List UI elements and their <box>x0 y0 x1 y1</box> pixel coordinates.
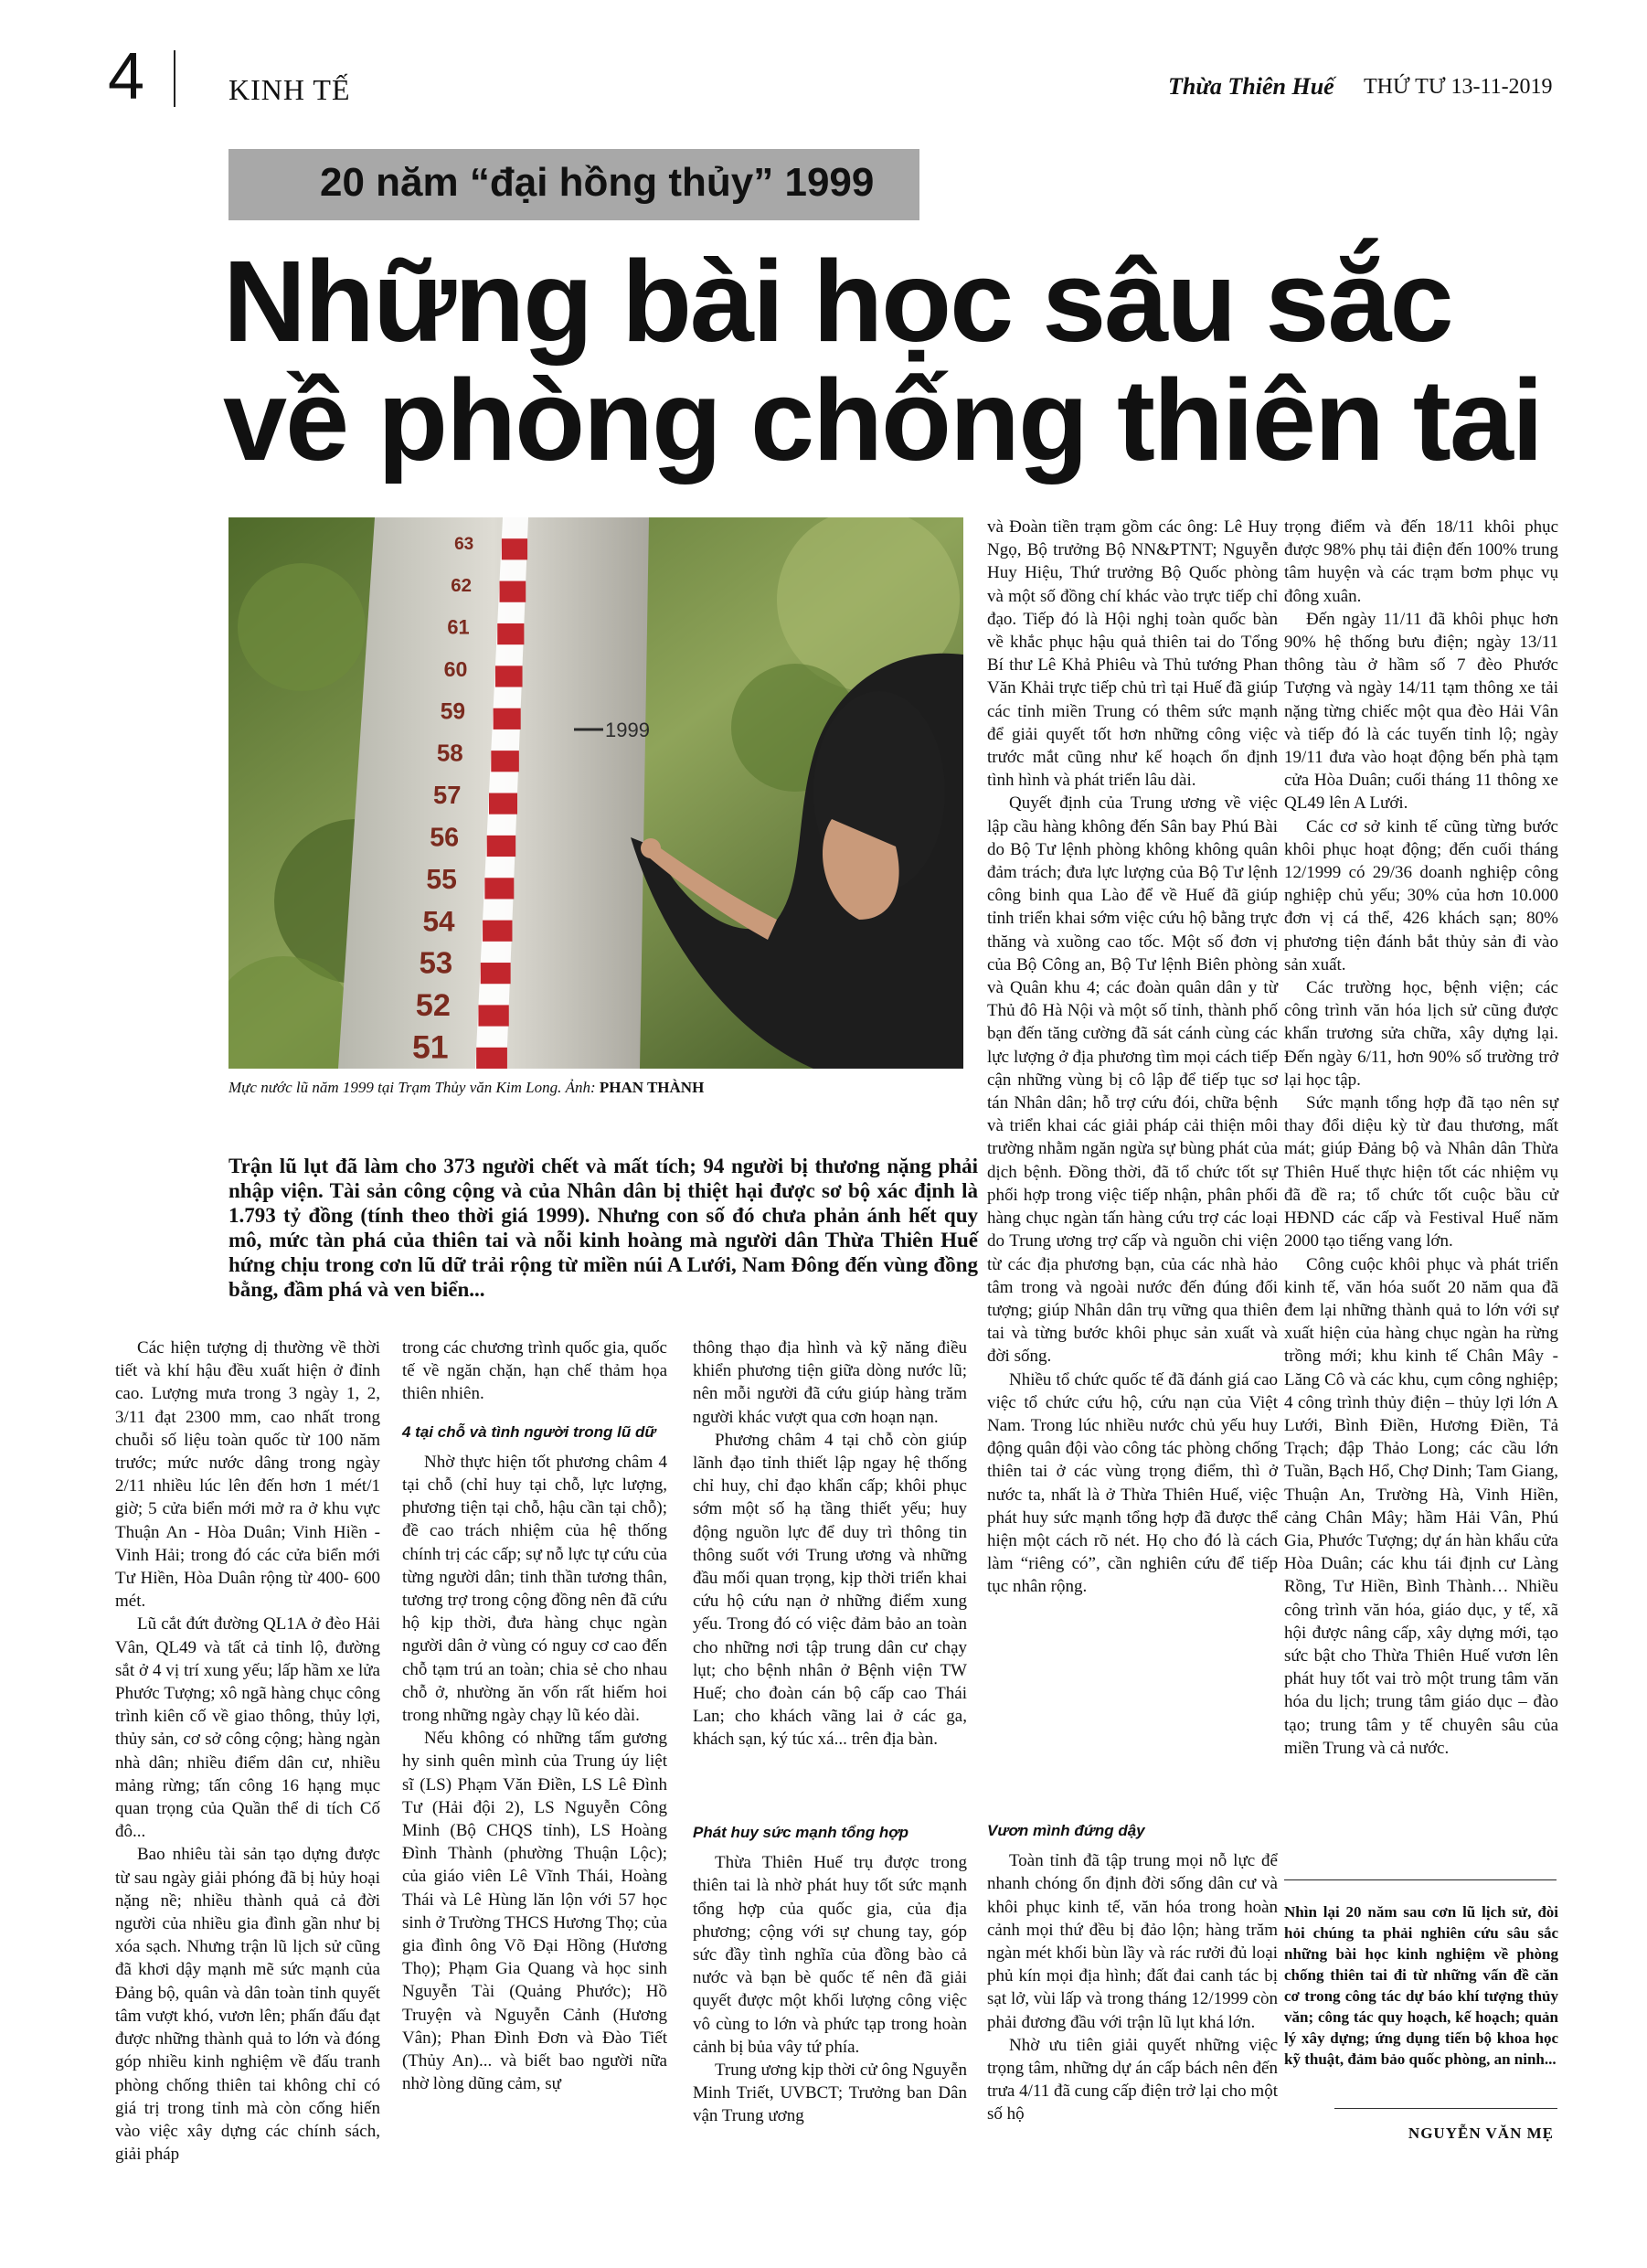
headline <box>223 237 1612 484</box>
column-3 <box>693 1336 967 1752</box>
gauge-red-block <box>495 665 523 687</box>
gauge-red-block <box>481 963 511 984</box>
gauge-red-block <box>502 538 527 559</box>
column-5 <box>1284 516 1558 1760</box>
gauge-number: 61 <box>447 615 470 639</box>
flood-mark-text: 1999 <box>605 719 650 741</box>
gauge-red-block <box>497 623 524 644</box>
headline-line-1: Những bài học sâu sắc <box>223 237 1452 366</box>
paragraph: Nhiều tổ chức quốc tế đã đánh giá cao việc tổ chức cứu hộ, cứu nạn của Việt Nam. Trong lúc nhiều nước chủ yếu huy động quân đội vào công tác phòng chống thiên tai ở các vùng trọng điểm, thì ở nước ta, nhất là ở Thừa Thiên Huế, việc phát huy sức mạnh tổng hợp đã được thể hiện một cách rõ nét. Họ cho đó là cách làm “riêng có”, cần nghiên cứu để tiếp tục nhân rộng. <box>987 1369 1278 1597</box>
column-4 <box>987 516 1278 1599</box>
paragraph: Toàn tỉnh đã tập trung mọi nỗ lực để nhanh chóng ổn định đời sống dân cư và khôi phục kinh tế, văn hóa trong hoàn cảnh mọi thứ đều bị đảo lộn; hàng trăm ngàn mét khối bùn lầy và rác rưởi đủ loại phủ kín mọi địa hình; đất đai canh tác bị sạt lở, vùi lấp và trong tháng 12/1999 còn phải đương đầu với trận lũ lụt khá lớn. <box>987 1851 1278 2032</box>
gauge-number: 54 <box>422 904 455 938</box>
page-number: 4 <box>108 40 145 113</box>
paragraph: Bao nhiêu tài sản tạo dựng được từ sau ngày giải phóng đã bị hủy hoại nặng nề; nhiều thành quả cả đời người của nhiều gia đình gần như bị xóa sạch. Nhưng trận lũ lịch sử cũng đã khơi dậy mạnh mẽ sức mạnh của Đảng bộ, quân và dân toàn tỉnh quyết tâm vượt khó, vươn lên; phấn đấu đạt được những thành quả to lớn và đóng góp nhiều kinh nghiệm về đấu tranh phòng chống thiên tai không chỉ có giá trị trong tỉnh mà còn cống hiến vào việc xây dựng các chính sách, giải pháp <box>115 1845 380 2165</box>
paragraph: Các trường học, bệnh viện; các công trình văn hóa lịch sử cũng được khẩn trương sửa chữa, xây dựng lại. Đến ngày 6/11, hơn 90% số trường trở lại học tập. <box>1284 978 1558 1090</box>
gauge-number: 59 <box>440 699 466 725</box>
column-4-lower <box>987 1819 1278 2126</box>
subheading-1: 4 tại chỗ và tình người trong lũ dữ <box>402 1422 656 1441</box>
photo-credit: PHAN THÀNH <box>599 1079 705 1096</box>
gauge-red-block <box>484 878 514 899</box>
subheading-3: Vươn mình đứng dậy <box>987 1822 1145 1839</box>
paragraph-continued: và Đoàn tiền trạm gồm các ông: Lê Huy Ngọ, Bộ trưởng Bộ NN&PTNT; Nguyễn Huy Hiệu, Thứ trưởng Bộ Quốc phòng và một số đồng chí khác vào trực tiếp chỉ đạo. Tiếp đó là Hội nghị toàn quốc bàn về khắc phục hậu quả thiên tai do Tổng Bí thư Lê Khả Phiêu và Thủ tướng Phan Văn Khải trực tiếp chủ trì tại Huế đã giúp các tỉnh miền Trung có thêm sức mạnh để giải quyết tốt hơn những công việc trước mắt cũng như kế hoạch ổn định tình hình và phát triển lâu dài. <box>987 517 1278 791</box>
paragraph: Đến ngày 11/11 đã khôi phục hơn 90% hệ thống bưu điện; ngày 13/11 thông tàu ở hầm số 7 đèo Phước Tượng và ngày 14/11 tạm thông xe tải nặng từng chiếc một qua đèo Hải Vân và tiếp đó là các tuyến tỉnh lộ; ngày 19/11 đưa vào hoạt động bến phà tạm cửa Hòa Duân; cuối tháng 11 thông xe QL49 lên A Lưới. <box>1284 609 1558 814</box>
subheading-2: Phát huy sức mạnh tổng hợp <box>693 1824 909 1841</box>
paragraph: Phương châm 4 tại chỗ còn giúp lãnh đạo tỉnh thiết lập ngay hệ thống chỉ huy, chỉ đạo khẩn cấp; khôi phục sớm một số hạ tầng thiết yếu; huy động nguồn lực để duy trì thông tin thông suốt với Trung ương và những đầu mối quan trọng, kịp thời triển khai cứu hộ cứu nạn ở những điểm xung yếu. Trong đó có việc đảm bảo an toàn cho những nơi tập trung dân cư chạy lụt; cho bệnh nhân ở Bệnh viện TW Huế; cho đoàn cán bộ cấp cao Thái Lan; cho khách vãng lai ở các ga, khách sạn, ký túc xá... trên địa bàn. <box>693 1430 967 1750</box>
lead-paragraph: Trận lũ lụt đã làm cho 373 người chết và mất tích; 94 người bị thương nặng phải nhập viện. Tài sản công cộng và của Nhân dân bị thiệt hại được sơ bộ xác định là 1.793 tỷ đồng (tính theo thời giá 1999). Nhưng con số đó chưa phản ánh hết quy mô, mức tàn phá của thiên tai và nỗi kinh hoàng mà người dân Thừa Thiên Huế hứng chịu trong cơn lũ dữ trải rộng từ miền núi A Lưới, Nam Đông đến vùng đồng bằng, đầm phá và ven biển... <box>228 1155 978 1301</box>
gauge-red-block <box>478 1005 508 1026</box>
publication-name: Thừa Thiên Huế <box>1168 73 1334 100</box>
gauge-number: 57 <box>433 781 462 810</box>
gauge-red-block <box>476 1048 507 1069</box>
paragraph: Các hiện tượng dị thường về thời tiết và khí hậu đều xuất hiện ở đỉnh cao. Lượng mưa trong 3 ngày 1, 2, 3/11 đạt 2300 mm, cao nhất trong chuỗi số liệu toàn quốc từ 100 năm trước; mức nước dâng trong ngày 2/11 nhiều lúc lên đến hơn 1 mét/1 giờ; 5 cửa biển mới mở ra ở khu vực Thuận An - Hòa Duân; Vinh Hiền - Vinh Hải; trong đó các cửa biển mới Tư Hiền, Hòa Duân rộng từ 400- 600 mét. <box>115 1338 380 1612</box>
gauge-red-block <box>491 751 519 772</box>
gauge-number: 62 <box>451 576 472 597</box>
gauge-number: 53 <box>419 945 453 980</box>
column-3-lower <box>693 1821 967 2128</box>
paragraph: Thừa Thiên Huế trụ được trong thiên tai là nhờ phát huy tốt sức mạnh tổng hợp của quốc gia, của địa phương; cộng với sự chung tay, góp sức đầy tình nghĩa của đồng bào cả nước và bạn bè quốc tế nên đã giải quyết được một khối lượng công việc vô cùng to lớn và phức tạp trong hoàn cảnh bị bủa vây tứ phía. <box>693 1853 967 2057</box>
gauge-number: 58 <box>436 739 463 767</box>
gauge-number: 63 <box>454 534 474 554</box>
paragraph: Nếu không có những tấm gương hy sinh quên mình của Trung úy liệt sĩ (LS) Phạm Văn Điền, LS Lê Đình Tư (Hải đội 2), LS Nguyễn Công Minh (Bộ CHQS tỉnh), LS Hoàng Đình Thành (phường Thuận Lộc); của giáo viên Lê Vĩnh Thái, Hoàng Thái và Lê Hùng lăn lộn với 57 học sinh ở Trường THCS Hương Thọ; của gia đình ông Võ Đại Hồng (Hương Thọ); Phạm Gia Quang và học sinh Nguyễn Tài (Quảng Phước); Hồ Truyện và Nguyễn Cảnh (Hương Vân); Phan Đình Đơn và Đào Tiết (Thủy An)... và biết bao người nữa nhờ lòng dũng cảm, sự <box>402 1729 667 2094</box>
paragraph-continued: trong các chương trình quốc gia, quốc tế về ngăn chặn, hạn chế thảm họa thiên nhiên. <box>402 1338 667 1404</box>
flood-gauge-illustration <box>228 517 963 1069</box>
paragraph: Lũ cắt đứt đường QL1A ở đèo Hải Vân, QL49 và tất cả tỉnh lộ, đường sắt ở 4 vị trí xung yếu; lấp hầm xe lửa Phước Tượng; xô ngã hàng chục công trình kiên cố về giao thông, thủy lợi, thủy sản, cơ sở công cộng; hàng ngàn nhà dân; nhiều điểm dân cư, nhiều mảng rừng; tấn công 16 hạng mục quan trọng của Quần thể di tích Cố đô... <box>115 1614 380 1842</box>
gauge-red-block <box>500 581 526 602</box>
issue-date: THỨ TƯ 13-11-2019 <box>1364 75 1553 99</box>
paragraph-continued: thông thạo địa hình và kỹ năng điều khiển phương tiện giữa dòng nước lũ; nên mỗi người đã cứu giúp hàng trăm người khác vượt qua cơn hoạn nạn. <box>693 1338 967 1427</box>
gauge-number: 60 <box>443 656 468 681</box>
gauge-number: 56 <box>430 823 460 853</box>
author-divider <box>1334 2108 1557 2109</box>
gauge-red-block <box>489 793 517 815</box>
header-divider <box>174 50 175 107</box>
gauge-red-block <box>483 921 512 942</box>
gauge-number: 52 <box>415 988 451 1024</box>
paragraph: Công cuộc khôi phục và phát triển kinh tế, văn hóa suốt 20 năm qua đã đem lại những thành quả to lớn với sự xuất hiện của hàng chục ngàn ha rừng trồng mới; khu kinh tế Chân Mây - Lăng Cô và các khu, cụm công nghiệp; 4 công trình thủy điện – thủy lợi lớn A Lưới, Bình Điền, Hương Điền, Tả Trạch; đập Thảo Long; các cầu lớn Tuần, Bạch Hổ, Chợ Dinh; Tam Giang, Thuận An, Trường Hà, Vinh Hiền, cảng Chân Mây; hầm Hải Vân, Phú Gia, Phước Tượng; dự án hàn khẩu cửa Hòa Duân; các khu tái định cư Làng Rồng, Tư Hiền, Bình Thành… Nhiều công trình văn hóa, giáo dục, y tế, xã hội được nâng cấp, xây dựng mới, tạo sức bật cho Thừa Thiên Huế vươn lên phát huy tốt vai trò một trung tâm văn hóa du lịch; trung tâm giáo dục – đào tạo; trung tâm y tế chuyên sâu của miền Trung và cả nước. <box>1284 1254 1558 1758</box>
gauge-red-block <box>494 708 521 729</box>
photo-caption <box>228 1079 978 1097</box>
conclusion-box: Nhìn lại 20 năm sau cơn lũ lịch sử, đòi hỏi chúng ta phải nghiên cứu sâu sắc những bài học kinh nghiệm về phòng chống thiên tai đi từ những vấn đề căn cơ trong công tác dự báo khí tượng thủy văn; công tác quy hoạch, kế hoạch; quản lý xây dựng; ứng dụng tiến bộ khoa học kỹ thuật, đảm bảo quốc phòng, an ninh... <box>1284 1903 1558 2068</box>
article-photo <box>228 517 963 1069</box>
paragraph: Các cơ sở kinh tế cũng từng bước khôi phục hoạt động; đến cuối tháng 12/1999 có 29/36 doanh nghiệp công nghiệp chủ yếu; 30% của hơn 10.000 đơn vị cá thể, 426 khách sạn; 80% phương tiện đánh bắt thủy sản đi vào sản xuất. <box>1284 816 1558 974</box>
column-2 <box>402 1336 667 2096</box>
paragraph: Quyết định của Trung ương về việc lập cầu hàng không đến Sân bay Phú Bài do Bộ Tư lệnh phòng không không quân đảm trách; đưa lực lượng của Bộ Tư lệnh công binh qua Lào để về Huế đã giúp tỉnh triển khai sớm việc cứu hộ bằng trực thăng và xuồng cao tốc. Một số đơn vị của Bộ Công an, Bộ Tư lệnh Biên phòng và Quân khu 4; các đoàn quân dân y từ Thủ đô Hà Nội và một số tỉnh, thành phố bạn đến tăng cường đã sát cánh cùng các lực lượng ở địa phương tìm mọi cách tiếp cận những vùng bị cô lập để tiếp tục sơ tán Nhân dân; hỗ trợ cứu đói, chữa bệnh và triển khai các giải pháp cải thiện môi trường nhằm ngăn ngừa sự bùng phát của dịch bệnh. Đồng thời, đã tổ chức tốt sự phối hợp trong việc tiếp nhận, phân phối hàng chục ngàn tấn hàng cứu trợ các loại do Trung ương trợ cấp và nguồn chi viện từ các địa phương bạn, của các nhà hảo tâm trong và ngoài nước đến đúng đối tượng; giúp Nhân dân trụ vững qua thiên tai và từng bước khôi phục sản xuất và đời sống. <box>987 793 1278 1367</box>
kicker-bar <box>228 149 919 220</box>
paragraph: Trung ương kịp thời cử ông Nguyễn Minh Triết, UVBCT; Trưởng ban Dân vận Trung ương <box>693 2060 967 2126</box>
paragraph: Nhờ ưu tiên giải quyết những việc trọng tâm, những dự án cấp bách nên đến trưa 4/11 đã cung cấp điện trở lại cho một số hộ <box>987 2035 1278 2124</box>
headline-line-2: về phòng chống thiên tai <box>223 356 1542 484</box>
column-1 <box>115 1336 380 2166</box>
photo-caption-text: Mực nước lũ năm 1999 tại Trạm Thủy văn Kim Long. Ảnh: <box>228 1079 596 1096</box>
paragraph-continued: trọng điểm và đến 18/11 khôi phục được 98% phụ tải điện đến 100% trung tâm huyện và các trạm bơm phục vụ đông xuân. <box>1284 517 1558 606</box>
paragraph: Sức mạnh tổng hợp đã tạo nên sự thay đổi diệu kỳ từ đau thương, mất mát; giúp Đảng bộ và Nhân dân Thừa Thiên Huế thực hiện tốt các nhiệm vụ đã đề ra; tổ chức tốt cuộc bầu cử HĐND các cấp và Festival Huế năm 2000 tạo tiếng vang lớn. <box>1284 1093 1558 1251</box>
conclusion-divider <box>1284 1879 1557 1880</box>
kicker-text: 20 năm “đại hồng thủy” 1999 <box>320 160 875 205</box>
section-name: KINH TẾ <box>228 73 351 106</box>
paragraph: Nhờ thực hiện tốt phương châm 4 tại chỗ (chỉ huy tại chỗ, lực lượng, phương tiện tại chỗ, hậu cần tại chỗ); đề cao trách nhiệm của hệ thống chính trị các cấp; sự nỗ lực tự cứu của từng người dân; tinh thần tương thân, tương trợ trong cộng đồng nên đã cứu hộ kịp thời, đưa hàng chục ngàn người dân ở vùng có nguy cơ cao đến chỗ tạm trú an toàn; chia sẻ cho nhau chỗ ở, nhường ăn vốn rất hiếm hoi trong những ngày chạy lũ kéo dài. <box>402 1452 667 1726</box>
gauge-number: 51 <box>411 1028 449 1066</box>
author-byline: NGUYỄN VĂN MẸ <box>1408 2124 1554 2142</box>
gauge-number: 55 <box>426 864 457 895</box>
gauge-red-block <box>487 836 515 857</box>
